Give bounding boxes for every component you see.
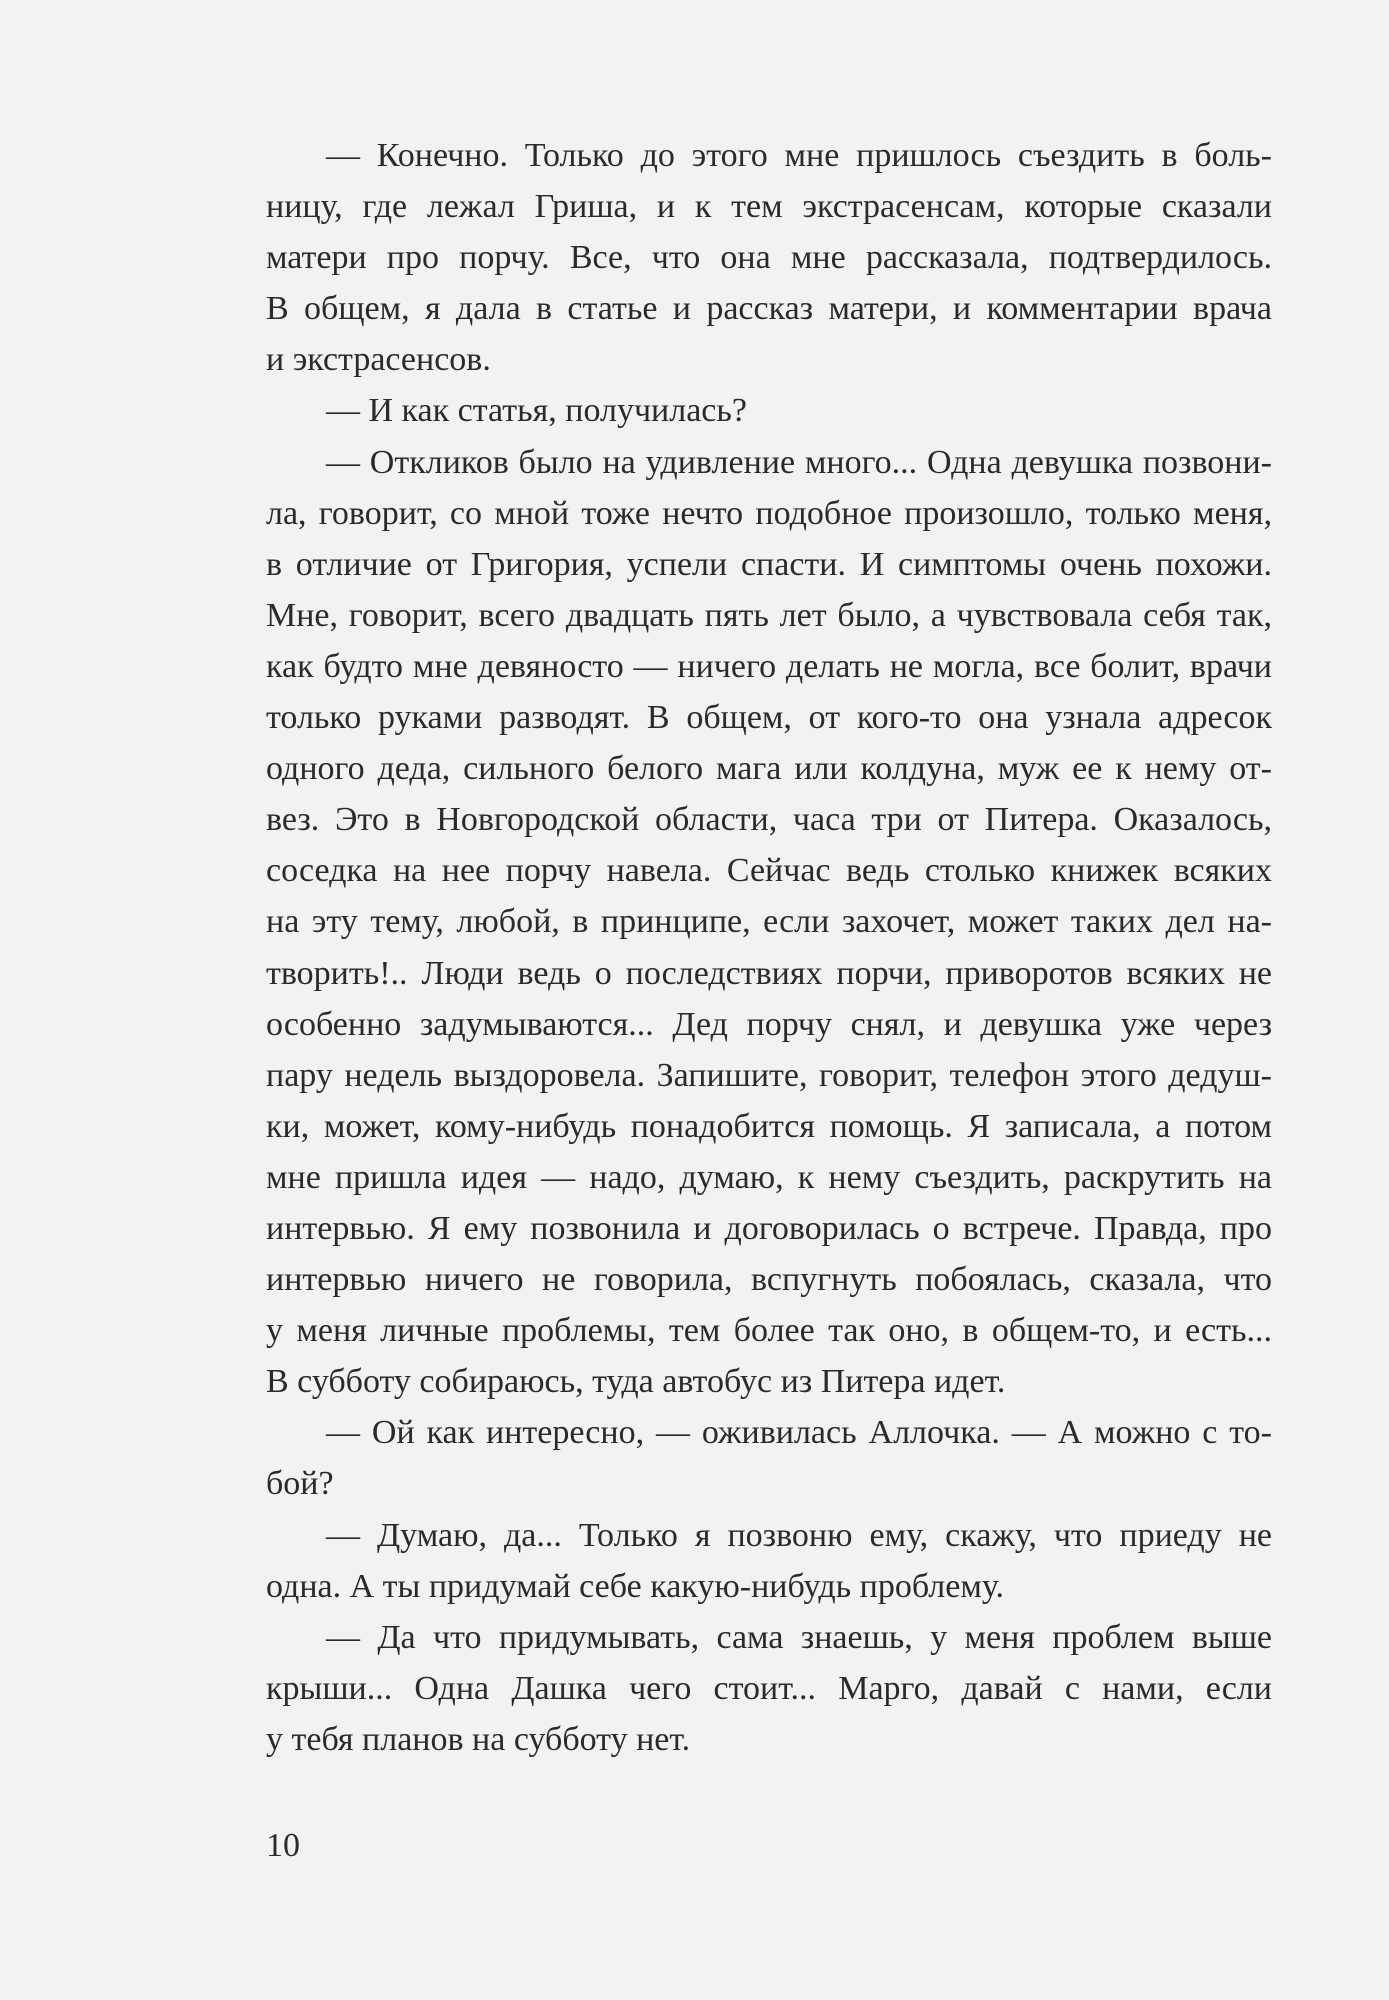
text-line: у тебя планов на субботу нет. (266, 1720, 691, 1758)
text-line: пару недель выздоровела. Запишите, говорит, телефон этого дедуш- (266, 1056, 1272, 1094)
text-line: матери про порчу. Все, что она мне рассказала, подтвердилось. (266, 239, 1272, 277)
page-number: 10 (266, 1827, 300, 1864)
text-line: и экстрасенсов. (266, 341, 491, 379)
text-line: вез. Это в Новгородской области, часа три от Питера. Оказалось, (266, 801, 1272, 839)
text-line: ки, может, кому-нибудь понадобится помощь. Я записала, а потом (266, 1107, 1272, 1145)
text-line: одного деда, сильного белого мага или колдуна, муж ее к нему от- (266, 750, 1272, 788)
text-line: — Да что придумывать, сама знаешь, у меня проблем выше (326, 1618, 1272, 1656)
text-line: как будто мне девяносто — ничего делать не могла, все болит, врачи (266, 647, 1272, 685)
text-line: бой? (266, 1465, 334, 1503)
text-line: особенно задумываются... Дед порчу снял, и девушка уже через (266, 1005, 1272, 1043)
text-line: соседка на нее порчу навела. Сейчас ведь столько книжек всяких (266, 852, 1272, 890)
text-line: творить!.. Люди ведь о последствиях порчи, приворотов всяких не (266, 954, 1272, 992)
text-line: у меня личные проблемы, тем более так оно, в общем-то, и есть... (266, 1312, 1272, 1350)
text-line: В общем, я дала в статье и рассказ матери, и комментарии врача (266, 290, 1272, 328)
text-line: Мне, говорит, всего двадцать пять лет было, а чувствовала себя так, (266, 596, 1272, 634)
text-line: В субботу собираюсь, туда автобус из Питера идет. (266, 1363, 1006, 1401)
text-line: — Конечно. Только до этого мне пришлось съездить в боль- (326, 137, 1272, 174)
text-line: на эту тему, любой, в принципе, если захочет, может таких дел на- (266, 903, 1272, 941)
text-line: — Ой как интересно, — оживилась Аллочка. — А можно с то- (326, 1414, 1272, 1452)
text-line: — Думаю, да... Только я позвоню ему, скажу, что приеду не (326, 1516, 1272, 1554)
text-line: одна. А ты придумай себе какую-нибудь проблему. (266, 1567, 1004, 1605)
text-line: в отличие от Григория, успели спасти. И симптомы очень похожи. (266, 545, 1272, 583)
text-line: — Откликов было на удивление много... Одна девушка позвони- (326, 443, 1272, 481)
text-line: только руками разводят. В общем, от кого-то она узнала адресок (266, 699, 1272, 737)
text-line: мне пришла идея — надо, думаю, к нему съездить, раскрутить на (266, 1158, 1272, 1196)
text-line: ла, говорит, со мной тоже нечто подобное произошло, только меня, (266, 494, 1272, 532)
text-line: интервью ничего не говорила, вспугнуть побоялась, сказала, что (266, 1261, 1272, 1299)
text-line: — И как статья, получилась? (326, 392, 747, 430)
text-line: интервью. Я ему позвонила и договорилась о встрече. Правда, про (266, 1209, 1272, 1247)
text-line: крыши... Одна Дашка чего стоит... Марго, давай с нами, если (266, 1669, 1272, 1707)
body-text (266, 130, 1272, 1765)
text-line: ницу, где лежал Гриша, и к тем экстрасенсам, которые сказали (266, 188, 1272, 226)
